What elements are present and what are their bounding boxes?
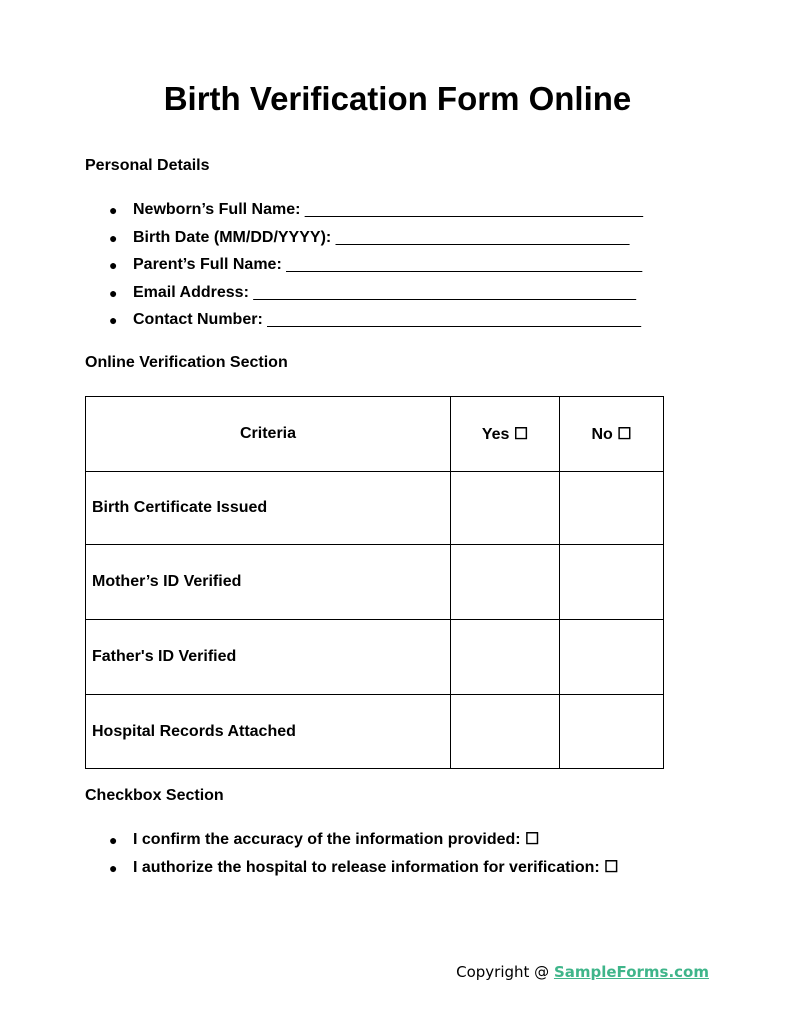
list-item: [85, 200, 643, 228]
checkbox-statement[interactable]: I authorize the hospital to release information for verification: ☐: [133, 858, 619, 876]
field-label: Contact Number:: [133, 311, 263, 328]
criteria-cell: Hospital Records Attached: [86, 695, 451, 769]
criteria-cell: Birth Certificate Issued: [86, 472, 451, 545]
blank-line[interactable]: ______________________________________: [304, 201, 644, 218]
blank-line[interactable]: _________________________________: [335, 228, 630, 246]
checkbox-statement[interactable]: I confirm the accuracy of the information provided: ☐: [133, 831, 540, 848]
list-item: [85, 255, 643, 283]
verification-table: [85, 396, 664, 769]
copyright-footer: [456, 963, 709, 981]
bullet-icon: ●: [109, 859, 118, 876]
checkbox-heading: Checkbox Section: [85, 787, 224, 804]
checkbox-list: [85, 830, 619, 885]
field-label: Birth Date (MM/DD/YYYY):: [133, 228, 332, 246]
no-column-header[interactable]: No ☐: [560, 397, 664, 472]
bullet-icon: ●: [109, 229, 118, 246]
list-item[interactable]: [85, 830, 619, 858]
criteria-cell: Father's ID Verified: [86, 620, 451, 695]
brand-link[interactable]: SampleForms.com: [553, 963, 709, 981]
field-label: Email Address:: [133, 283, 249, 301]
bullet-icon: ●: [109, 202, 118, 218]
bullet-icon: ●: [109, 284, 118, 301]
table-row: [86, 545, 664, 620]
bullet-icon: ●: [109, 312, 118, 328]
no-cell[interactable]: [560, 545, 664, 620]
personal-details-heading: Personal Details: [85, 157, 210, 174]
table-header-row: [86, 397, 664, 472]
yes-column-header[interactable]: Yes ☐: [451, 397, 560, 472]
criteria-column-header: Criteria: [86, 397, 451, 472]
list-item[interactable]: [85, 858, 619, 886]
yes-cell[interactable]: [451, 620, 560, 695]
page-title: Birth Verification Form Online: [163, 80, 632, 117]
bullet-icon: ●: [109, 832, 118, 848]
no-cell[interactable]: [560, 695, 664, 769]
field-label: Newborn’s Full Name:: [133, 201, 301, 218]
no-cell[interactable]: [560, 472, 664, 545]
yes-cell[interactable]: [451, 695, 560, 769]
no-cell[interactable]: [560, 620, 664, 695]
bullet-icon: ●: [109, 257, 118, 273]
yes-cell[interactable]: [451, 472, 560, 545]
blank-line[interactable]: __________________________________________: [267, 311, 641, 328]
list-item: [85, 228, 643, 256]
copyright-text: Copyright @: [456, 963, 554, 981]
yes-cell[interactable]: [451, 545, 560, 620]
personal-details-list: [85, 200, 643, 338]
list-item: [85, 310, 643, 338]
table-row: [86, 695, 664, 769]
blank-line[interactable]: ________________________________________: [286, 256, 643, 273]
table-row: [86, 620, 664, 695]
list-item: [85, 283, 643, 311]
criteria-cell: Mother’s ID Verified: [86, 545, 451, 620]
blank-line[interactable]: ___________________________________________: [253, 283, 636, 301]
verification-heading: Online Verification Section: [85, 354, 288, 371]
table-row: [86, 472, 664, 545]
field-label: Parent’s Full Name:: [133, 256, 282, 273]
